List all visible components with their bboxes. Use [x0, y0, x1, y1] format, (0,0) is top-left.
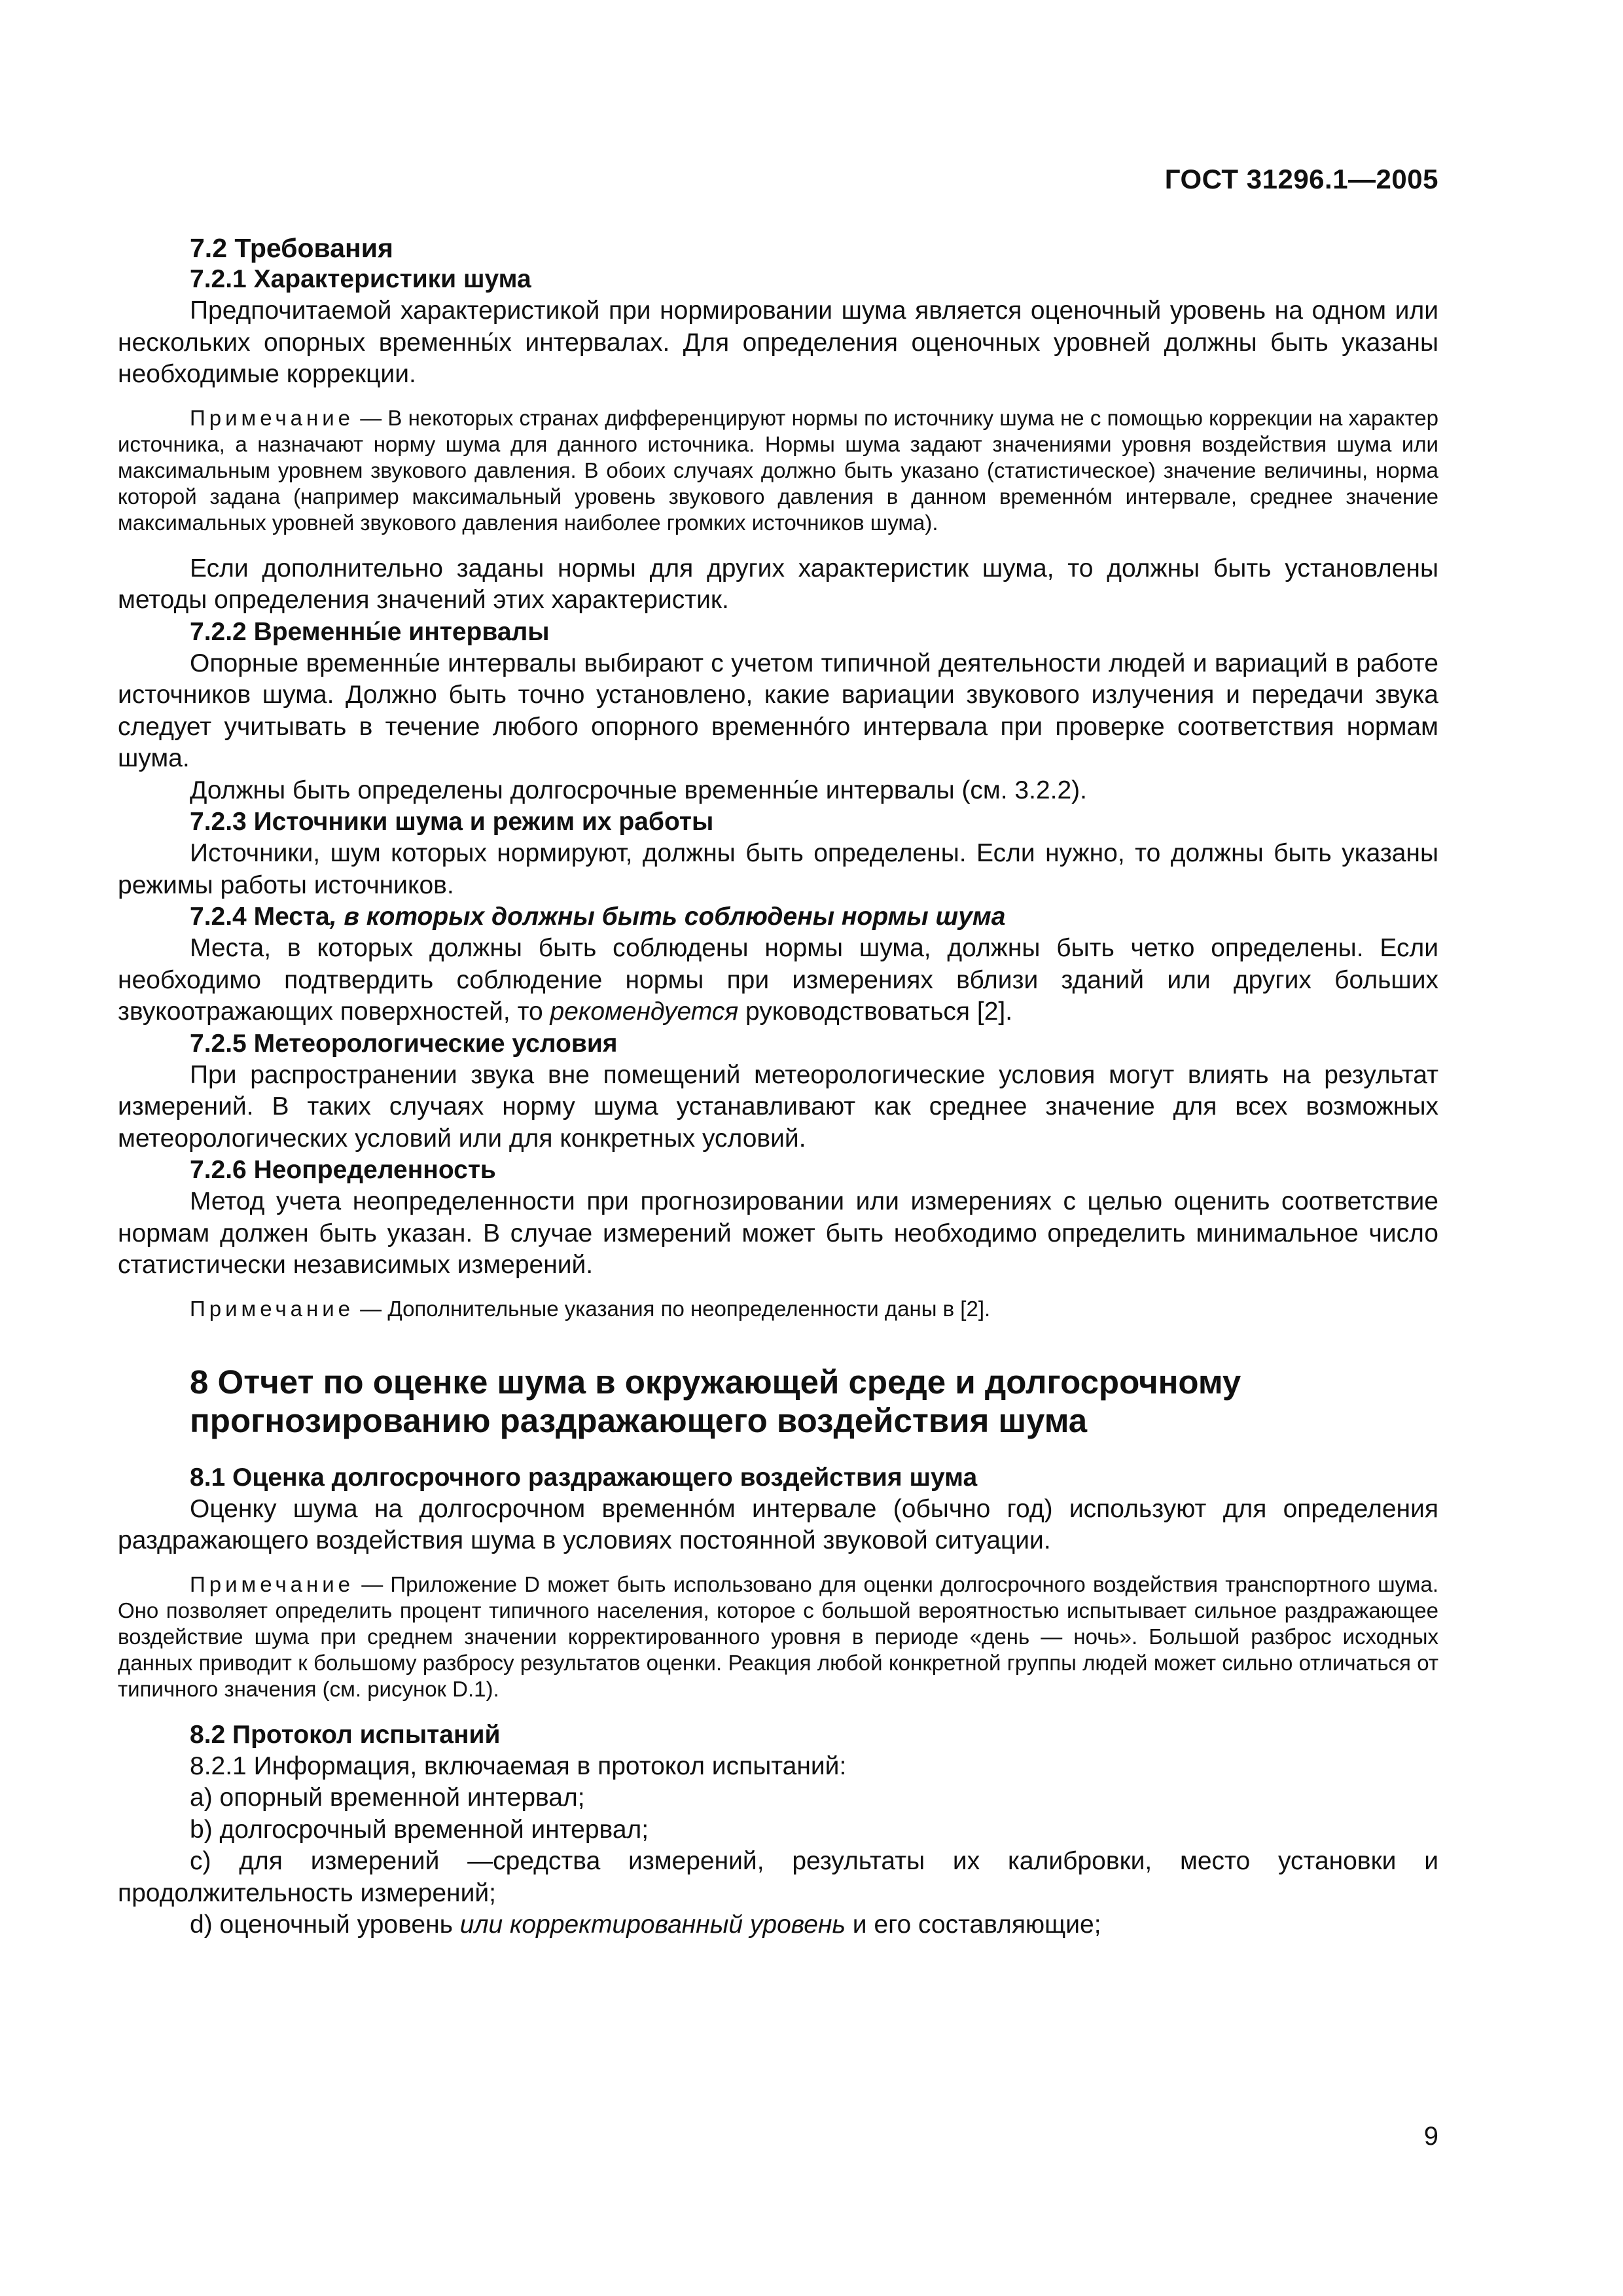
section-7-2-6-note — [118, 1296, 1438, 1322]
section-7-2-3-heading: 7.2.3 Источники шума и режим их работы — [190, 808, 714, 836]
list-item-d-end: и его составляющие; — [845, 1910, 1101, 1939]
section-7-2-heading: 7.2 Требования — [190, 233, 393, 263]
list-item-b: b) долгосрочный временной интервал; — [190, 1815, 649, 1844]
section-7-2-1-note — [118, 405, 1438, 536]
section-7-2-5-heading: 7.2.5 Метеорологические условия — [190, 1029, 618, 1058]
section-7-2-2-heading: 7.2.2 Временны́е интервалы — [190, 617, 550, 646]
list-item-a: a) опорный временной интервал; — [190, 1784, 585, 1812]
note-text: — Дополнительные указания по неопределенности даны в [2]. — [354, 1296, 991, 1321]
section-8-heading — [118, 1363, 1438, 1440]
section-7-2-1-heading: 7.2.1 Характеристики шума — [190, 265, 531, 293]
section-7-2-4-heading — [118, 901, 1438, 933]
section-8-heading-line-2: прогнозированию раздражающего воздействия шума — [190, 1401, 1088, 1439]
section-7-2-5-paragraph: При распространении звука вне помещений метеорологические условия могут влиять на результат измерений. В таких случаях норму шума устанавливают как среднее значение для всех возможных метеорологических условий или для конкретных условий. — [118, 1060, 1438, 1153]
section-7-2-6-heading: 7.2.6 Неопределенность — [190, 1156, 496, 1184]
section-8-1-paragraph: Оценку шума на долгосрочном временно́м интервале (обычно год) используют для определения раздражающего воздействия шума в условиях постоянной звуковой ситуации. — [118, 1494, 1438, 1554]
note-label: Примечание — [190, 1296, 355, 1321]
page-content — [118, 232, 1438, 1941]
heading-number: 7.2.4 Места — [190, 903, 330, 931]
heading-italic-part: , в которых должны быть соблюдены нормы шума — [329, 903, 1006, 931]
section-8-1-heading: 8.1 Оценка долгосрочного раздражающего воздействия шума — [190, 1463, 978, 1492]
section-8-heading-line-1: 8 Отчет по оценке шума в окружающей среде и долгосрочному — [190, 1363, 1241, 1401]
paragraph-start: Места, в которых должны быть соблюдены нормы шума, должны быть четко определены. Если необходимо подтвердить соблюдение нормы при измерениях вблизи зданий или других больших звукоотражающих поверхностей, то — [118, 934, 1438, 1026]
note-label: Примечание — [190, 1571, 355, 1596]
section-8-2-heading: 8.2 Протокол испытаний — [190, 1720, 501, 1749]
section-7-2-2-paragraph-2: Должны быть определены долгосрочные временны́е интервалы (см. 3.2.2). — [190, 776, 1087, 804]
paragraph-italic: рекомендуется — [550, 997, 739, 1026]
section-7-2-1-paragraph: Предпочитаемой характеристикой при нормировании шума является оценочный уровень на одном или нескольких опорных временны́х интервалах. Для определения оценочных уровней должны быть указаны необходимые коррекции. — [118, 296, 1438, 388]
list-item-c: c) для измерений —средства измерений, результаты их калибровки, место установки и продолжительность измерений; — [118, 1847, 1438, 1907]
list-item-d-italic: или корректированный уровень — [459, 1910, 846, 1939]
note-text: — В некоторых странах дифференцируют нормы по источнику шума не с помощью коррекции на характер источника, а назначают норму шума для данного источника. Нормы шума задают значениями уровня воздействия шума или максимальным уровнем звукового давления. В обоих случаях должно быть указано (статистическое) значение величины, норма которой задана (например максимальный уровень звукового давления в данном временно́м интервале, среднее значение максимальных уровней звукового давления наиболее громких источников шума). — [118, 405, 1438, 535]
section-8-1-note — [118, 1571, 1438, 1702]
section-7-2-6-paragraph: Метод учета неопределенности при прогнозировании или измерениях с целью оценить соответствие нормам должен быть указан. В случае измерений может быть необходимо определить минимальное число статистически независимых измерений. — [118, 1187, 1438, 1279]
section-8-2-1-intro: 8.2.1 Информация, включаемая в протокол испытаний: — [190, 1751, 847, 1780]
paragraph-end: руководствоваться [2]. — [738, 997, 1013, 1026]
note-text: — Приложение D может быть использовано для оценки долгосрочного воздействия транспортного шума. Оно позволяет определить процент типичного населения, которое с большой вероятностью испытывает сильное раздражающее воздействие шума при среднем значении корректированного уровня в периоде «день — ночь». Большой разброс исходных данных приводит к большому разбросу результатов оценки. Реакция любой конкретной группы людей может сильно отличаться от типичного значения (см. рисунок D.1). — [118, 1571, 1438, 1701]
section-7-2-3-paragraph: Источники, шум которых нормируют, должны быть определены. Если нужно, то должны быть указаны режимы работы источников. — [118, 839, 1438, 899]
note-label: Примечание — [190, 405, 355, 430]
list-item-d-start: d) оценочный уровень — [190, 1910, 460, 1939]
page-header-standard: ГОСТ 31296.1—2005 — [1164, 164, 1438, 194]
section-7-2-4-paragraph — [118, 933, 1438, 1028]
section-7-2-1-paragraph-2: Если дополнительно заданы нормы для других характеристик шума, то должны быть установлены методы определения значений этих характеристик. — [118, 554, 1438, 614]
list-item-d — [118, 1909, 1438, 1941]
page-number: 9 — [1423, 2122, 1438, 2151]
section-7-2-2-paragraph: Опорные временны́е интервалы выбирают с учетом типичной деятельности людей и вариаций в работе источников шума. Должно быть точно установлено, какие вариации звукового излучения и передачи звука следует учитывать в течение любого опорного временно́го интервала при проверке соответствия нормам шума. — [118, 649, 1438, 772]
